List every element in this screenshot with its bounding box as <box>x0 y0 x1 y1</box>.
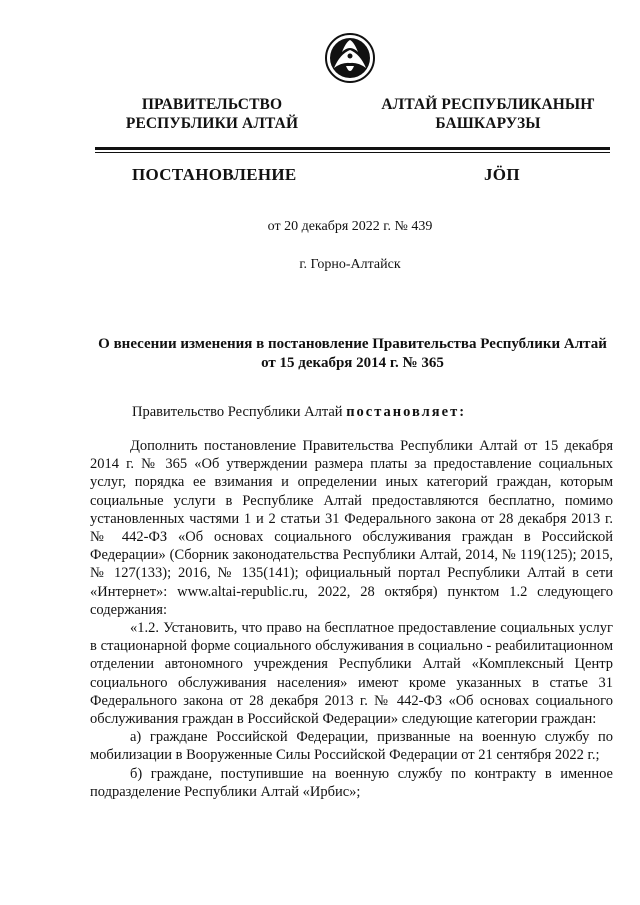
title-line2: от 15 декабря 2014 г. № 365 <box>261 355 444 371</box>
header-right <box>358 95 618 133</box>
doc-type-right: JÖП <box>484 165 520 184</box>
body-text <box>90 437 613 801</box>
doc-type-left: ПОСТАНОВЛЕНИЕ <box>132 165 297 184</box>
header-right-line2: БАШКАРУЗЫ <box>435 115 541 132</box>
header-divider-thin <box>95 152 610 153</box>
paragraph-item-b: б) граждане, поступившие на военную службу по контракту в именное подразделение Республики Алтай «Ирбис»; <box>90 765 613 800</box>
header-divider-thick <box>95 147 610 150</box>
date-line: от 20 декабря 2022 г. № 439 <box>267 219 433 234</box>
preamble <box>132 404 466 421</box>
header-left <box>82 95 342 133</box>
paragraph-item-a: а) граждане Российской Федерации, призванные на военную службу по мобилизации в Вооруженные Силы Российской Федерации от 21 сентября 2022 г.; <box>90 729 613 764</box>
header-right-line1: АЛТАЙ РЕСПУБЛИКАНЫҤ <box>381 96 595 113</box>
republic-emblem-icon <box>324 32 376 84</box>
paragraph-main: Дополнить постановление Правительства Республики Алтай от 15 декабря 2014 г. № 365 «Об утверждении размера платы за предоставление социальных услуг, порядка ее взимания и определении иных категорий граждан, которым социальные услуги в Республике Алтай предоставляются бесплатно, помимо установленных частями 1 и 2 статьи 31 Федерального закона от 28 декабря 2013 г. № 442-ФЗ «Об основах социального обслуживания граждан в Российской Федерации» (Сборник законодательства Республики Алтай, 2014, № 119(125); 2015, № 127(133); 2016, № 135(141); официальный портал Республики Алтай в сети «Интернет»: www.altai-republic.ru, 2022, 28 октября) пунктом 1.2 следующего содержания: <box>90 438 613 618</box>
preamble-decree-word: постановляет: <box>346 404 467 420</box>
preamble-text: Правительство Республики Алтай <box>132 404 347 420</box>
document-title <box>90 335 615 373</box>
paragraph-clause-1-2: «1.2. Установить, что право на бесплатное предоставление социальных услуг в стационарной форме социального обслуживания в социально - реабилитационном отделении автономного учреждения Республики Алтай «Комплексный Центр социального обслуживания населения» имеют кроме указанных в статье 31 Федерального закона от 28 декабря 2013 г. № 442-ФЗ «Об основах социального обслуживания граждан в Российской Федерации» следующие категории граждан: <box>90 620 613 728</box>
title-line1: О внесении изменения в постановление Правительства Республики Алтай <box>98 336 607 352</box>
city-line: г. Горно-Алтайск <box>299 257 401 272</box>
header-left-line2: РЕСПУБЛИКИ АЛТАЙ <box>125 115 299 132</box>
header-left-line1: ПРАВИТЕЛЬСТВО <box>141 96 283 113</box>
